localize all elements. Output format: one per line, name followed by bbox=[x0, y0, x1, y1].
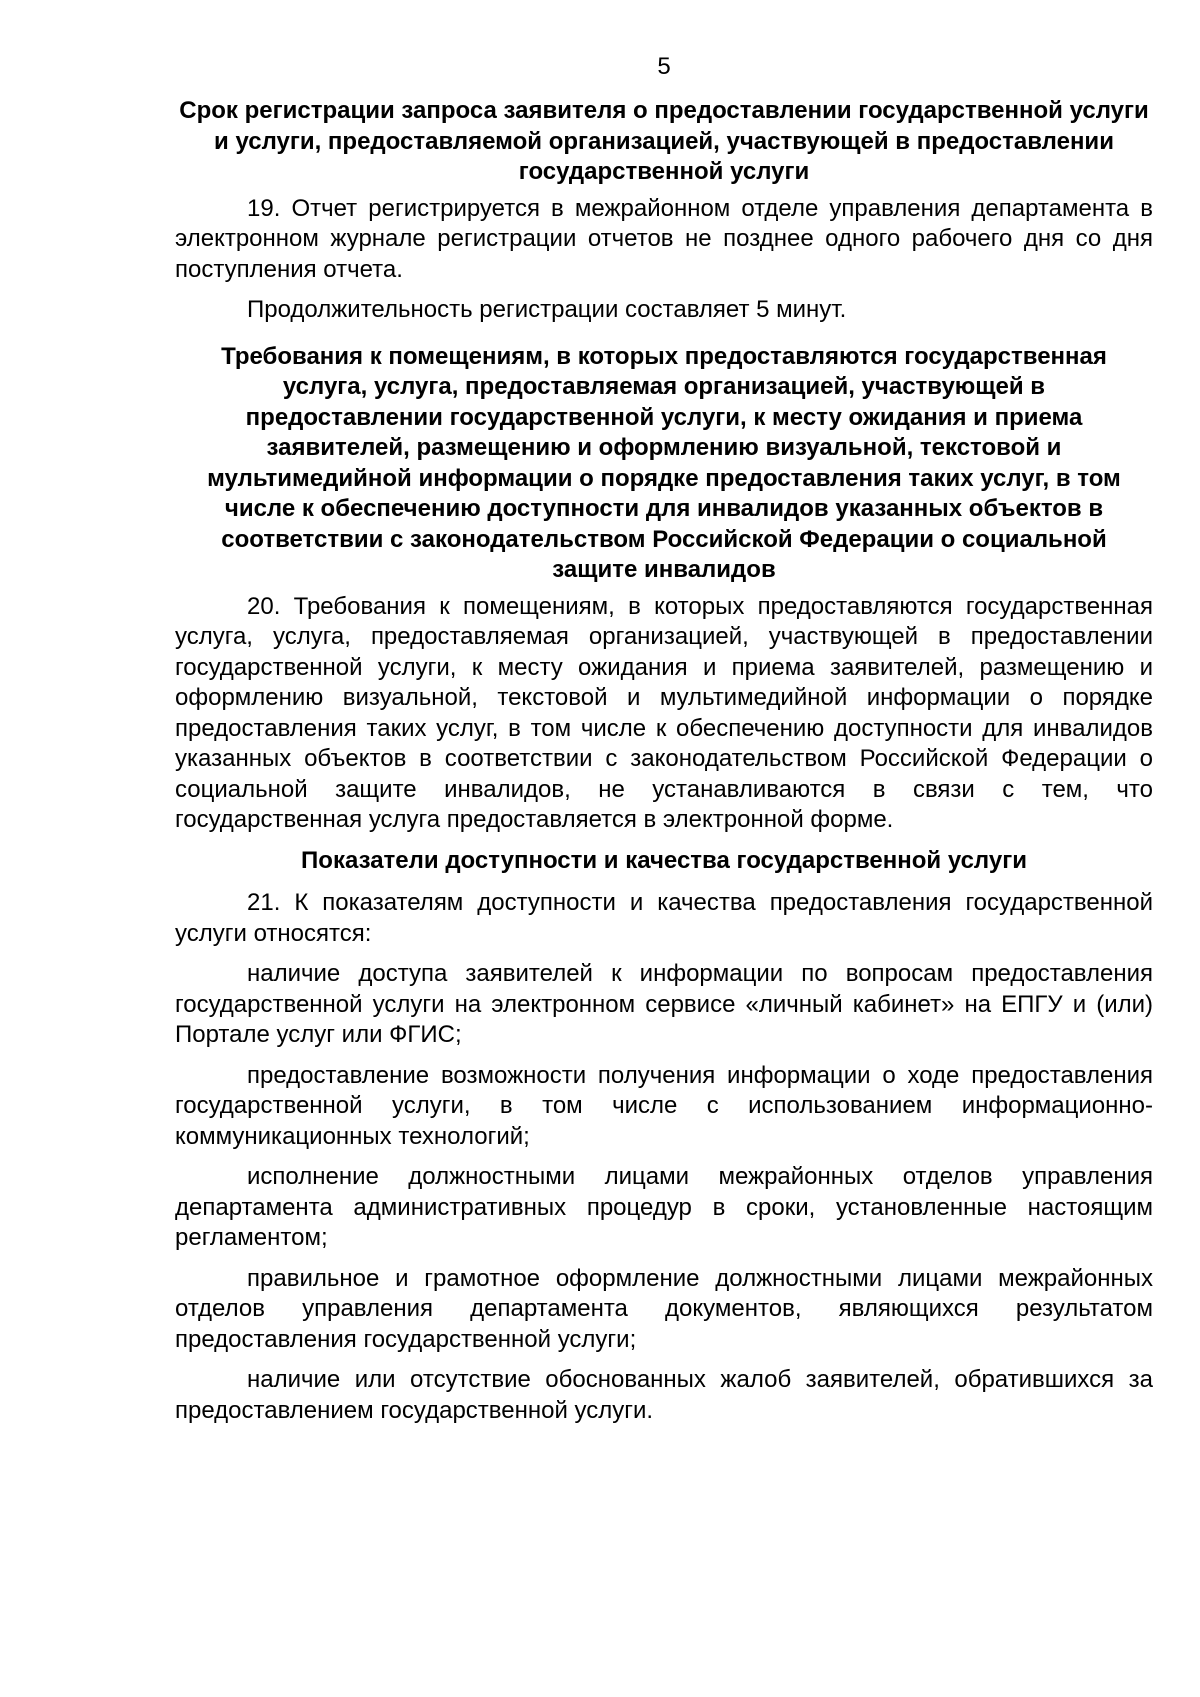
paragraph-21: 21. К показателям доступности и качества предоставления государственной услуги относятся: bbox=[175, 889, 1153, 947]
section-heading-premises-requirements: Требования к помещениям, в которых предоставляются государственная услуга, услуга, предоставляемая организацией, участвующей в предоставлении государственной услуги, к месту ожидания и приема заявителей, размещению и оформлению визуальной, текстовой и мультимедийной информации о порядке предоставления таких услуг, в том числе к обеспечению доступности для инвалидов указанных объектов в соответствии с законодательством Российской Федерации о социальной защите инвалидов bbox=[207, 342, 1121, 583]
section-heading-accessibility-quality: Показатели доступности и качества государственной услуги bbox=[301, 846, 1027, 874]
list-item: исполнение должностными лицами межрайонных отделов управления департамента административных процедур в сроки, установленные настоящим регламентом; bbox=[175, 1163, 1153, 1251]
paragraph-19: 19. Отчет регистрируется в межрайонном отделе управления департамента в электронном журнале регистрации отчетов не позднее одного рабочего дня со дня поступления отчета. bbox=[175, 194, 1153, 283]
page-number: 5 bbox=[657, 53, 671, 80]
paragraph-registration-duration: Продолжительность регистрации составляет 5 минут. bbox=[247, 296, 847, 323]
list-item: наличие доступа заявителей к информации по вопросам предоставления государственной услуги на электронном сервисе «личный кабинет» на ЕПГУ и (или) Портале услуг или ФГИС; bbox=[175, 960, 1153, 1048]
list-item: правильное и грамотное оформление должностными лицами межрайонных отделов управления департамента документов, являющихся результатом предоставления государственной услуги; bbox=[175, 1264, 1153, 1353]
document-page bbox=[175, 52, 1153, 1436]
list-item: наличие или отсутствие обоснованных жалоб заявителей, обратившихся за предоставлением государственной услуги. bbox=[175, 1366, 1153, 1424]
paragraph-20: 20. Требования к помещениям, в которых предоставляются государственная услуга, услуга, предоставляемая организацией, участвующей в предоставлении государственной услуги, к месту ожидания и приема заявителей, размещению и оформлению визуальной, текстовой и мультимедийной информации о порядке предоставления таких услуг, в том числе к обеспечению доступности для инвалидов указанных объектов в соответствии с законодательством Российской Федерации о социальной защите инвалидов, не устанавливаются в связи с тем, что государственная услуга предоставляется в электронной форме. bbox=[175, 592, 1153, 833]
list-item: предоставление возможности получения информации о ходе предоставления государственной услуги, в том числе с использованием информационно-коммуникационных технологий; bbox=[175, 1061, 1153, 1150]
section-heading-registration-term: Срок регистрации запроса заявителя о предоставлении государственной услуги и услуги, предоставляемой организацией, участвующей в предоставлении государственной услуги bbox=[179, 97, 1149, 185]
